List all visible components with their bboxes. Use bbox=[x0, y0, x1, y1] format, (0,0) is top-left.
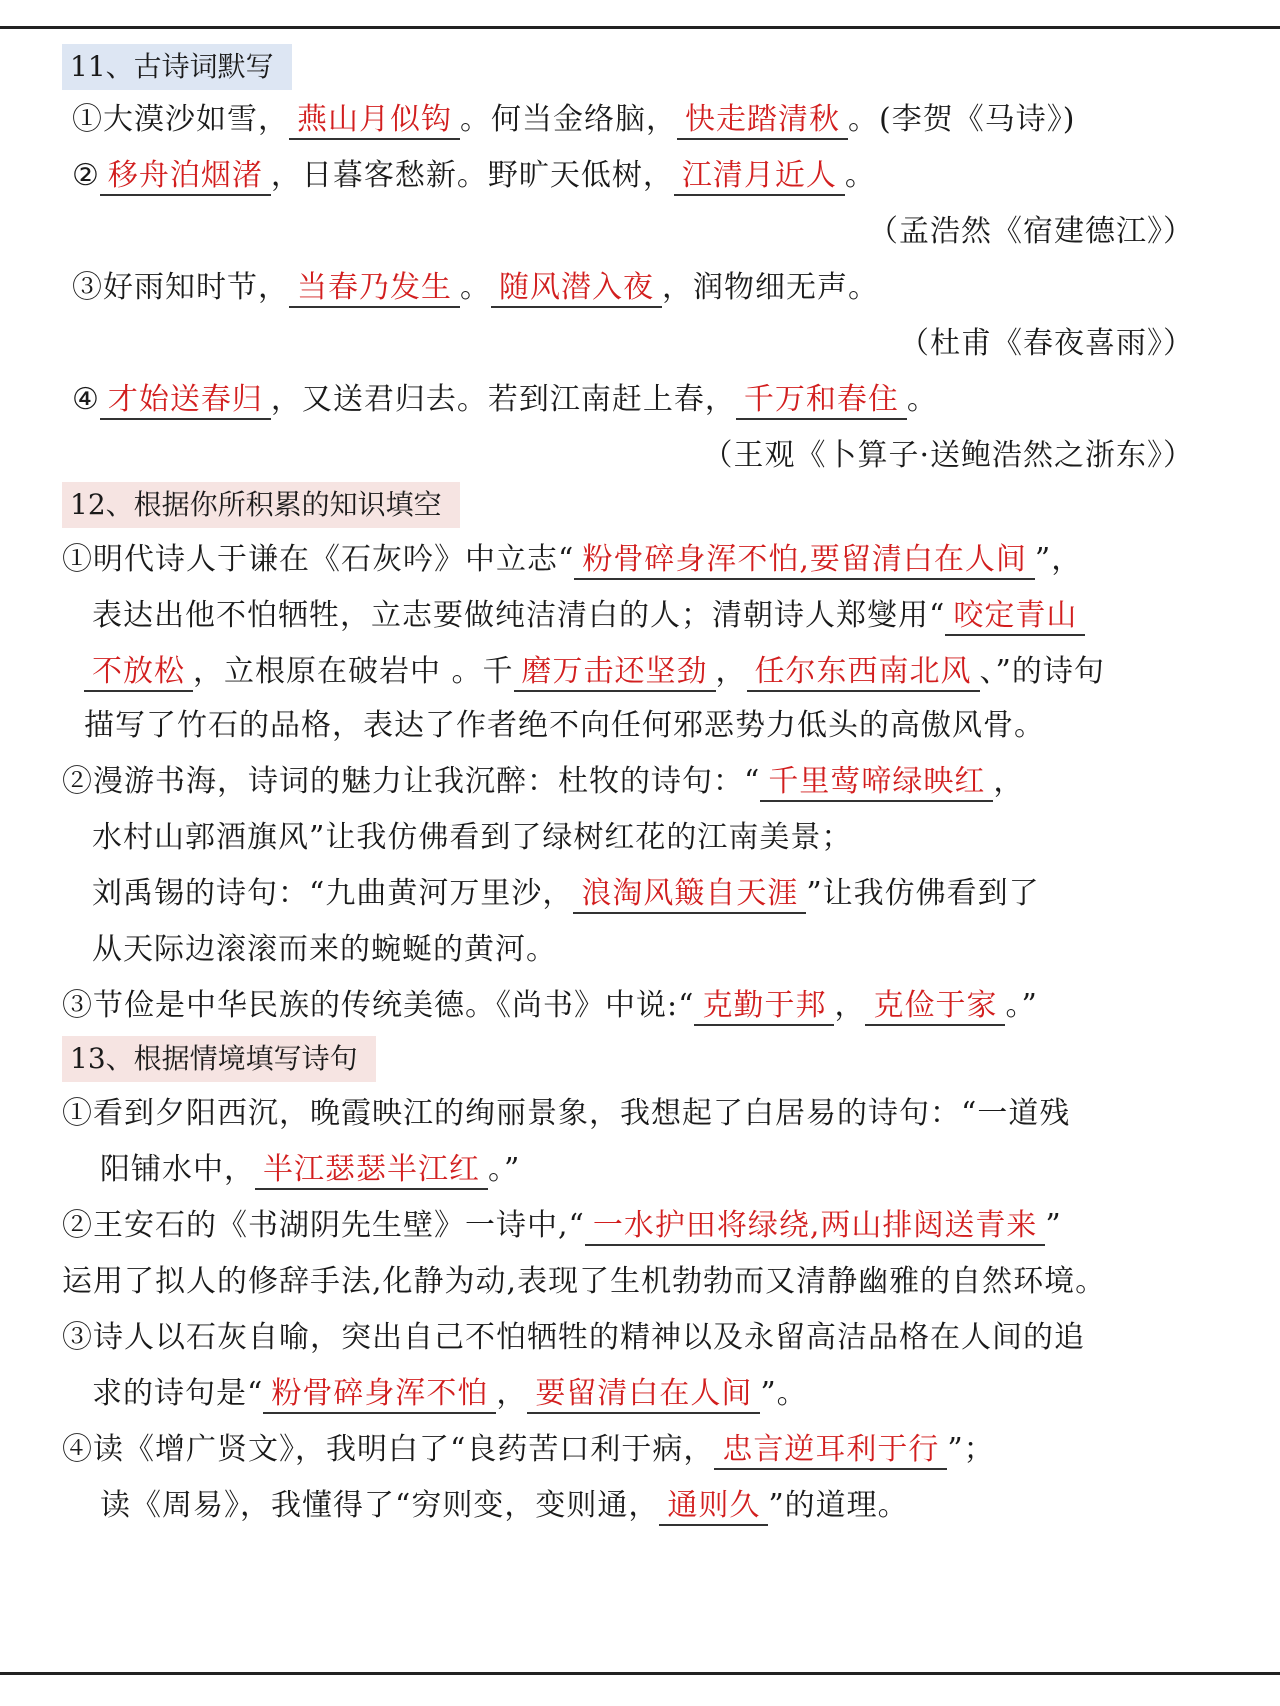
line-text: 运用了拟人的修辞手法,化静为动,表现了生机勃勃而又清静幽雅的自然环境。 bbox=[62, 1264, 1107, 1299]
answer-blank: 粉骨碎身浑不怕 bbox=[263, 1376, 496, 1414]
line-text: ， bbox=[834, 988, 866, 1023]
text-line bbox=[92, 930, 557, 970]
answer-blank: 浪淘风簸自天涯 bbox=[573, 876, 806, 914]
line-text: ，日暮客愁新。野旷天低树， bbox=[270, 158, 674, 193]
line-text: ”； bbox=[947, 1432, 995, 1467]
text-line bbox=[100, 1150, 520, 1190]
line-text: 水村山郭酒旗风”让我仿佛看到了绿树红花的江南美景； bbox=[92, 820, 853, 855]
text-line bbox=[62, 1094, 1070, 1134]
line-text: ”。 bbox=[760, 1376, 808, 1411]
answer-blank: 一水护田将绿绕,两山排闼送青来 bbox=[585, 1208, 1046, 1246]
text-line bbox=[84, 652, 1105, 692]
line-text: ③节俭是中华民族的传统美德。《尚书》中说:“ bbox=[62, 988, 695, 1023]
line-text: ②漫游书海，诗词的魅力让我沉醉：杜牧的诗句：“ bbox=[62, 764, 761, 799]
line-text: 。 bbox=[844, 158, 876, 193]
text-line bbox=[92, 596, 1085, 636]
line-text: ， bbox=[715, 654, 747, 689]
line-text: 。” bbox=[1005, 988, 1038, 1023]
line-text: 描写了竹石的品格，表达了作者绝不向任何邪恶势力低头的高傲风骨。 bbox=[84, 708, 1045, 743]
line-text: ②王安石的《书湖阴先生壁》一诗中,“ bbox=[62, 1208, 585, 1243]
section-header: 12、根据你所积累的知识填空 bbox=[62, 482, 460, 528]
text-line bbox=[62, 1262, 1106, 1302]
line-text: ， bbox=[496, 1376, 528, 1411]
line-text: （孟浩然《宿建德江》） bbox=[868, 214, 1194, 249]
text-line bbox=[92, 874, 1040, 914]
line-text: ①大漠沙如雪， bbox=[72, 102, 289, 137]
text-line bbox=[62, 1318, 1085, 1358]
line-text: 求的诗句是“ bbox=[92, 1376, 264, 1411]
answer-blank: 随风潜入夜 bbox=[491, 270, 662, 308]
line-text: 、”的诗句 bbox=[979, 654, 1105, 689]
line-text: 从天际边滚滚而来的蜿蜒的黄河。 bbox=[92, 932, 557, 967]
text-line bbox=[62, 986, 1038, 1026]
text-line bbox=[100, 1486, 909, 1526]
line-text: ”， bbox=[1034, 542, 1083, 577]
line-text: 表达出他不怕牺牲，立志要做纯洁清白的人；清朝诗人郑燮用“ bbox=[92, 598, 946, 633]
text-line bbox=[62, 1206, 1062, 1246]
line-text: ” bbox=[1045, 1208, 1062, 1243]
answer-blank: 快走踏清秋 bbox=[677, 102, 848, 140]
section-header: 13、根据情境填写诗句 bbox=[62, 1036, 376, 1082]
line-text: ，立根原在破岩中 。千 bbox=[193, 654, 514, 689]
answer-blank: 燕山月似钩 bbox=[289, 102, 460, 140]
section-header: 11、古诗词默写 bbox=[62, 44, 292, 90]
answer-blank: 千里莺啼绿映红 bbox=[760, 764, 993, 802]
text-line bbox=[62, 762, 1024, 802]
line-text: （杜甫《春夜喜雨》） bbox=[899, 326, 1194, 361]
bottom-rule bbox=[0, 1672, 1280, 1675]
text-line bbox=[62, 1430, 995, 1470]
answer-blank: 通则久 bbox=[659, 1488, 768, 1526]
line-text: ，又送君归去。若到江南赶上春， bbox=[270, 382, 736, 417]
text-line bbox=[702, 436, 1194, 476]
text-line bbox=[84, 706, 1045, 746]
answer-blank: 当春乃发生 bbox=[289, 270, 460, 308]
line-text: 。(李贺《马诗》) bbox=[848, 102, 1076, 137]
line-text: （王观《卜算子·送鲍浩然之浙东》） bbox=[702, 438, 1194, 473]
answer-blank: 要留清白在人间 bbox=[527, 1376, 760, 1414]
answer-blank: 咬定青山 bbox=[945, 598, 1085, 636]
line-text: ③诗人以石灰自喻，突出自己不怕牺牲的精神以及永留高洁品格在人间的追 bbox=[62, 1320, 1085, 1355]
text-line bbox=[899, 324, 1194, 364]
line-text: 。 bbox=[906, 382, 938, 417]
line-text: 。 bbox=[460, 270, 491, 305]
answer-blank: 才始送春归 bbox=[100, 382, 271, 420]
line-text: ①明代诗人于谦在《石灰吟》中立志“ bbox=[62, 542, 575, 577]
line-text: ”的道理。 bbox=[768, 1488, 909, 1523]
answer-blank: 任尔东西南北风 bbox=[747, 654, 980, 692]
answer-blank: 磨万击还坚劲 bbox=[514, 654, 716, 692]
text-line bbox=[72, 380, 938, 420]
text-line bbox=[72, 156, 876, 196]
line-text: ，润物细无声。 bbox=[662, 270, 879, 305]
top-rule bbox=[0, 26, 1280, 29]
answer-blank: 忠言逆耳利于行 bbox=[714, 1432, 947, 1470]
line-text: 读《周易》，我懂得了“穷则变，变则通， bbox=[100, 1488, 660, 1523]
line-text: ② bbox=[72, 158, 100, 193]
answer-blank: 克勤于邦 bbox=[694, 988, 834, 1026]
text-line bbox=[72, 100, 1075, 140]
line-text: 阳铺水中， bbox=[100, 1152, 255, 1187]
line-text: ④ bbox=[72, 382, 100, 417]
line-text: 。何当金络脑， bbox=[460, 102, 677, 137]
line-text: ”让我仿佛看到了 bbox=[806, 876, 1040, 911]
line-text: ①看到夕阳西沉，晚霞映江的绚丽景象，我想起了白居易的诗句：“一道残 bbox=[62, 1096, 1071, 1131]
line-text: ④读《增广贤文》，我明白了“良药苦口利于病， bbox=[62, 1432, 715, 1467]
answer-blank: 粉骨碎身浑不怕,要留清白在人间 bbox=[574, 542, 1035, 580]
line-text: ， bbox=[993, 764, 1025, 799]
text-line bbox=[868, 212, 1194, 252]
text-line bbox=[62, 540, 1082, 580]
answer-blank: 不放松 bbox=[84, 654, 193, 692]
answer-blank: 移舟泊烟渚 bbox=[100, 158, 271, 196]
answer-blank: 江清月近人 bbox=[674, 158, 845, 196]
text-line bbox=[92, 818, 852, 858]
answer-blank: 千万和春住 bbox=[736, 382, 907, 420]
answer-blank: 克俭于家 bbox=[865, 988, 1005, 1026]
text-line bbox=[72, 268, 879, 308]
text-line bbox=[92, 1374, 808, 1414]
line-text: 。” bbox=[488, 1152, 521, 1187]
line-text: 刘禹锡的诗句：“九曲黄河万里沙， bbox=[92, 876, 574, 911]
line-text: ③好雨知时节， bbox=[72, 270, 289, 305]
answer-blank: 半江瑟瑟半江红 bbox=[255, 1152, 488, 1190]
